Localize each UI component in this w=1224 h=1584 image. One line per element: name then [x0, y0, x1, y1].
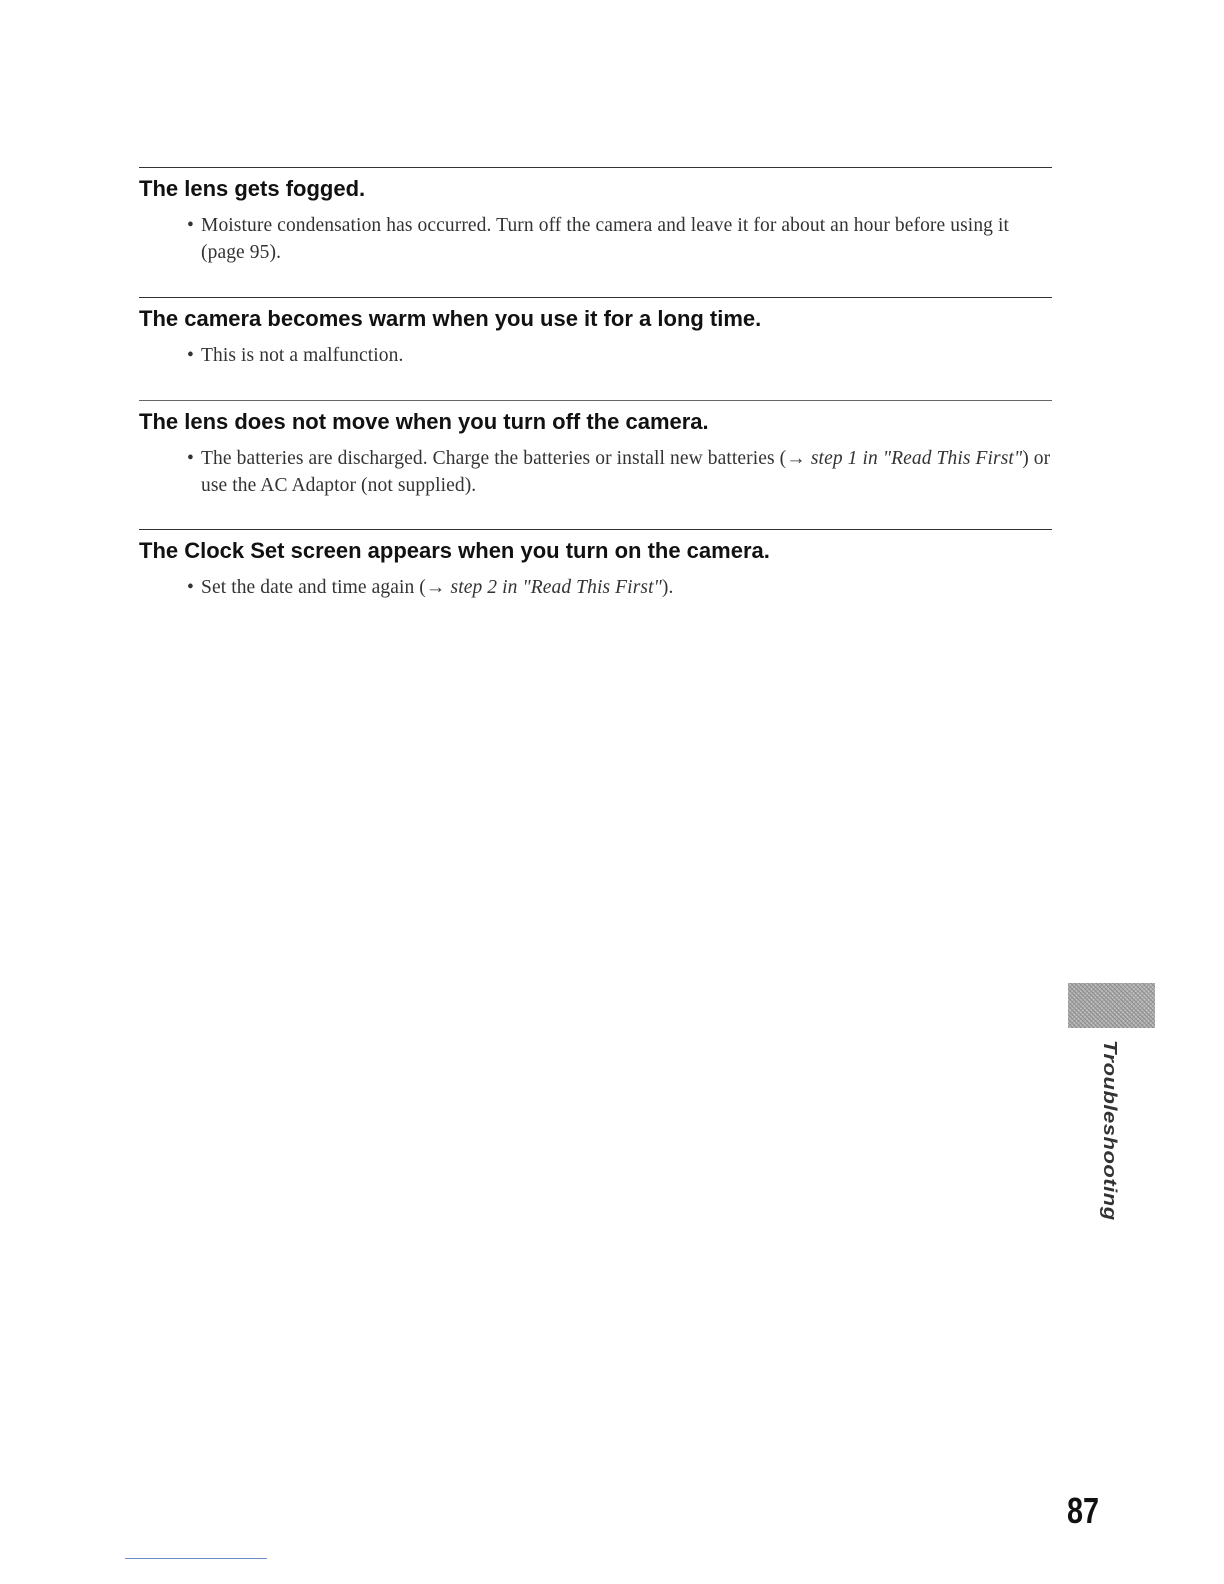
section-lens-not-move	[139, 400, 1052, 499]
list-item	[187, 342, 1052, 369]
page-number: 87	[1067, 1490, 1100, 1531]
bullet-icon: •	[187, 345, 194, 366]
item-text: This is not a malfunction.	[201, 345, 404, 366]
chapter-tab-marker	[1068, 983, 1155, 1028]
section-heading: The camera becomes warm when you use it for a long time.	[139, 306, 762, 331]
section-lens-fogged	[139, 167, 1052, 266]
footer-divider	[125, 1558, 267, 1559]
item-text-after: ) or use the AC Adaptor (not supplied).	[201, 448, 1051, 496]
section-camera-warm	[139, 297, 1052, 369]
arrow-icon: →	[786, 448, 806, 469]
list-item	[187, 574, 1052, 601]
section-heading: The lens does not move when you turn off the camera.	[139, 409, 709, 434]
section-heading: The Clock Set screen appears when you turn on the camera.	[139, 538, 770, 563]
arrow-icon: →	[425, 577, 446, 598]
cross-reference: step 2 in "Read This First"	[450, 577, 662, 598]
item-text: Moisture condensation has occurred. Turn off the camera and leave it for about an hour before using it (page 95).	[201, 215, 1010, 263]
bullet-icon: •	[187, 448, 194, 469]
section-heading: The lens gets fogged.	[139, 176, 366, 201]
chapter-tab-label: Troubleshooting	[1099, 1040, 1122, 1221]
section-clock-set	[139, 529, 1052, 601]
item-text-before: Set the date and time again (	[201, 577, 426, 598]
item-text-after: ).	[661, 577, 674, 598]
bullet-icon: •	[187, 215, 194, 236]
item-text-before: The batteries are discharged. Charge the batteries or install new batteries (	[201, 448, 787, 469]
list-item	[187, 445, 1052, 499]
list-item	[187, 212, 1052, 266]
bullet-icon: •	[187, 577, 194, 598]
cross-reference: step 1 in "Read This First"	[810, 448, 1023, 469]
